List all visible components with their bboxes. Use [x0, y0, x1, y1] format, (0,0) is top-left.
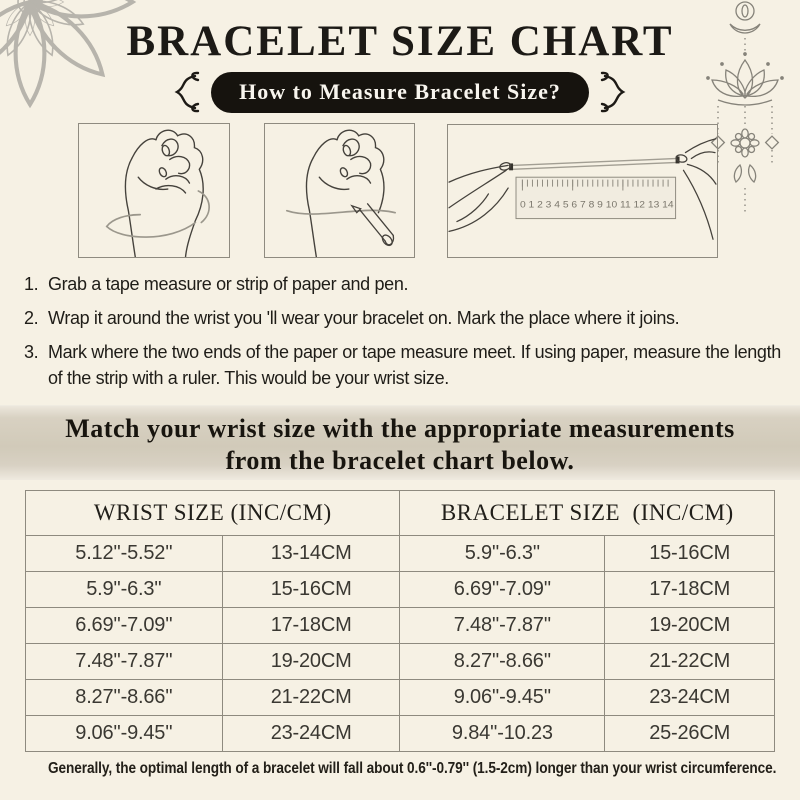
bracelet-inches: 8.27''-8.66'' — [400, 644, 605, 680]
step-number: 2. — [24, 308, 39, 328]
bracelet-inches: 9.06''-9.45'' — [400, 680, 605, 716]
wrist-cm: 13-14CM — [222, 536, 400, 572]
instruction-step-1 — [24, 271, 796, 297]
wrist-cm: 21-22CM — [222, 680, 400, 716]
bracelet-size-header: BRACELET SIZE (INC/CM) — [400, 491, 775, 536]
subtitle-row — [0, 70, 800, 114]
how-to-measure-pill: How to Measure Bracelet Size? — [211, 72, 589, 113]
match-size-banner — [0, 405, 800, 480]
bracelet-cm: 21-22CM — [605, 644, 775, 680]
bracelet-inches: 6.69''-7.09'' — [400, 572, 605, 608]
flourish-left-icon — [171, 70, 201, 114]
wrist-inches: 8.27''-8.66'' — [26, 680, 223, 716]
bracelet-inches: 9.84''-10.23 — [400, 716, 605, 752]
wrist-inches: 7.48''-7.87'' — [26, 644, 223, 680]
bracelet-cm: 17-18CM — [605, 572, 775, 608]
measure-strip-with-ruler-illustration — [447, 124, 718, 258]
wrist-size-header: WRIST SIZE (INC/CM) — [26, 491, 400, 536]
step-number: 1. — [24, 274, 39, 294]
table-row — [26, 680, 775, 716]
footer-note: Generally, the optimal length of a bracelet will fall about 0.6''-0.79'' (1.5-2cm) longer than your wrist circumference. — [48, 760, 777, 777]
table-row — [26, 644, 775, 680]
table-row — [26, 608, 775, 644]
table-header-row — [26, 491, 775, 536]
bracelet-cm: 23-24CM — [605, 680, 775, 716]
instructions-list — [24, 271, 796, 399]
wrist-inches: 5.12''-5.52'' — [26, 536, 223, 572]
ruler-numbers: 0 1 2 3 4 5 6 7 8 9 10 11 12 13 14 — [519, 199, 674, 210]
banner-line-1: Match your wrist size with the appropriate measurements — [65, 414, 735, 443]
wrap-tape-around-wrist-illustration — [78, 123, 230, 258]
wrist-cm: 23-24CM — [222, 716, 400, 752]
instruction-step-3 — [24, 339, 796, 391]
wrist-cm: 19-20CM — [222, 644, 400, 680]
bracelet-cm: 15-16CM — [605, 536, 775, 572]
bracelet-inches: 7.48''-7.87'' — [400, 608, 605, 644]
banner-line-2: from the bracelet chart below. — [225, 446, 575, 475]
wrist-inches: 5.9''-6.3'' — [26, 572, 223, 608]
wrist-inches: 6.69''-7.09'' — [26, 608, 223, 644]
wrist-cm: 17-18CM — [222, 608, 400, 644]
instruction-step-2 — [24, 305, 796, 331]
flourish-right-icon — [599, 70, 629, 114]
mark-wrist-with-pen-illustration — [264, 123, 415, 258]
step-text: Mark where the two ends of the paper or tape measure meet. If using paper, measure the length of the strip with a ruler. This would be your wrist size. — [48, 342, 781, 388]
table-row — [26, 716, 775, 752]
step-text: Wrap it around the wrist you 'll wear your bracelet on. Mark the place where it joins. — [48, 308, 680, 328]
table-row — [26, 536, 775, 572]
bracelet-inches: 5.9''-6.3'' — [400, 536, 605, 572]
wrist-inches: 9.06''-9.45'' — [26, 716, 223, 752]
step-text: Grab a tape measure or strip of paper and pen. — [48, 274, 409, 294]
wrist-cm: 15-16CM — [222, 572, 400, 608]
size-chart-table — [25, 490, 775, 752]
page-title: BRACELET SIZE CHART — [126, 18, 674, 65]
table-row — [26, 572, 775, 608]
step-number: 3. — [24, 342, 39, 362]
bracelet-cm: 25-26CM — [605, 716, 775, 752]
bracelet-cm: 19-20CM — [605, 608, 775, 644]
